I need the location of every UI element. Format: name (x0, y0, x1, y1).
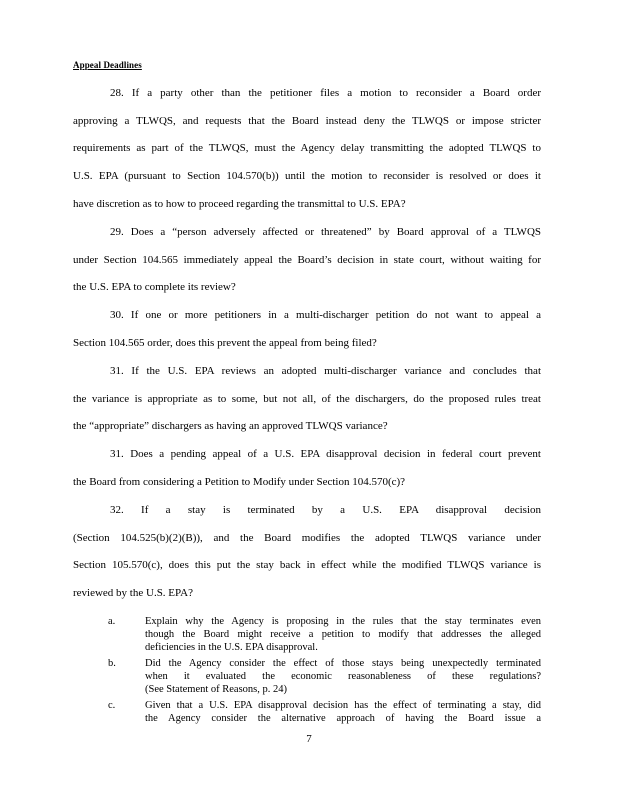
paragraph-31b-line-1: 31. Does a pending appeal of a U.S. EPA disapproval decision in federal court prevent (110, 448, 541, 460)
subitem-c-line-2: the Agency consider the alternative approach of having the Board issue a (145, 713, 541, 724)
paragraph-28-line-4: U.S. EPA (pursuant to Section 104.570(b)) until the motion to reconsider is resolved or does it (73, 170, 541, 182)
paragraph-32-line-4: reviewed by the U.S. EPA? (73, 587, 193, 599)
paragraph-32-line-3: Section 105.570(c), does this put the stay back in effect while the modified TLWQS variance is (73, 559, 541, 571)
paragraph-32-line-1: 32. If a stay is terminated by a U.S. EPA disapproval decision (110, 504, 541, 516)
section-heading: Appeal Deadlines (73, 60, 142, 70)
subitem-b-marker: b. (108, 658, 116, 669)
subitem-a-marker: a. (108, 616, 116, 627)
paragraph-31b-line-2: the Board from considering a Petition to Modify under Section 104.570(c)? (73, 476, 406, 488)
subitem-b-line-1: Did the Agency consider the effect of those stays being unexpectedly terminated (145, 658, 541, 669)
subitem-a-line-2: though the Board might receive a petition to modify that addresses the alleged (145, 629, 541, 640)
paragraph-29-line-1: 29. Does a “person adversely affected or threatened” by Board approval of a TLWQS (110, 226, 541, 238)
paragraph-31-line-1: 31. If the U.S. EPA reviews an adopted multi-discharger variance and concludes that (110, 365, 541, 377)
paragraph-28-line-2: approving a TLWQS, and requests that the Board instead deny the TLWQS or impose stricter (73, 115, 541, 127)
paragraph-29-line-3: the U.S. EPA to complete its review? (73, 281, 236, 293)
subitem-c-line-1: Given that a U.S. EPA disapproval decision has the effect of terminating a stay, did (145, 700, 541, 711)
paragraph-29-line-2: under Section 104.565 immediately appeal the Board’s decision in state court, without waiting for (73, 254, 541, 266)
subitem-a-line-3: deficiencies in the U.S. EPA disapproval. (145, 642, 318, 653)
paragraph-28-line-5: have discretion as to how to proceed regarding the transmittal to U.S. EPA? (73, 198, 406, 210)
paragraph-28-line-3: requirements as part of the TLWQS, must the Agency delay transmitting the adopted TLWQS to (73, 142, 541, 154)
subitem-a-line-1: Explain why the Agency is proposing in the rules that the stay terminates even (145, 616, 541, 627)
paragraph-30-line-1: 30. If one or more petitioners in a multi-discharger petition do not want to appeal a (110, 309, 541, 321)
paragraph-31-line-2: the variance is appropriate as to some, but not all, of the dischargers, do the proposed rules treat (73, 393, 541, 405)
paragraph-28-line-1: 28. If a party other than the petitioner files a motion to reconsider a Board order (110, 87, 541, 99)
paragraph-31-line-3: the “appropriate” dischargers as having an approved TLWQS variance? (73, 420, 388, 432)
subitem-b-line-3: (See Statement of Reasons, p. 24) (145, 684, 288, 695)
subitem-b-line-2: when it evaluated the economic reasonableness of these regulations? (145, 671, 541, 682)
paragraph-32-line-2: (Section 104.525(b)(2)(B)), and the Board modifies the adopted TLWQS variance under (73, 532, 541, 544)
paragraph-30-line-2: Section 104.565 order, does this prevent the appeal from being filed? (73, 337, 377, 349)
page-number: 7 (306, 733, 312, 745)
subitem-c-marker: c. (108, 700, 116, 711)
